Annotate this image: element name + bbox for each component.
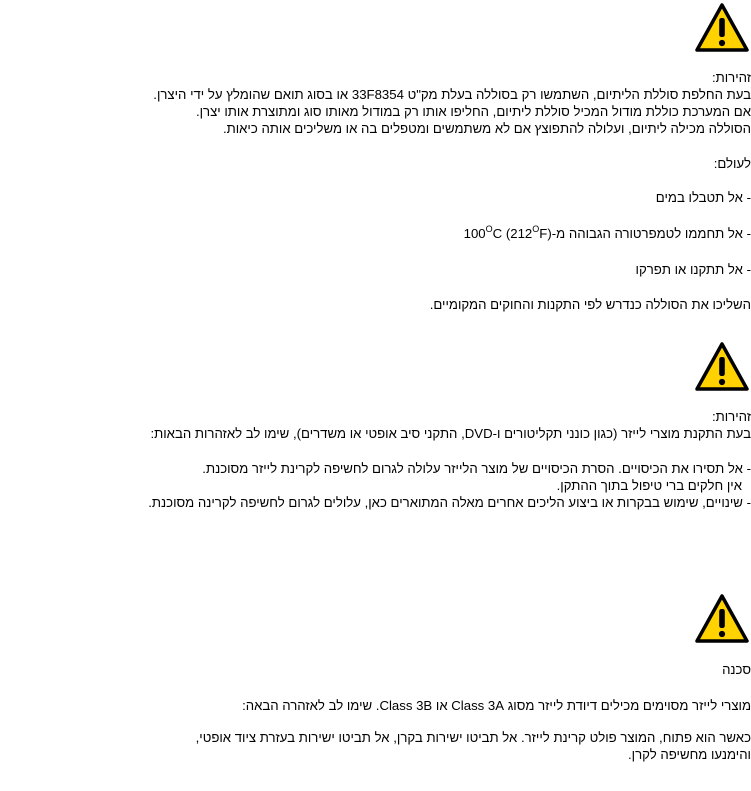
dispose-instruction: השליכו את הסוללה כנדרש לפי התקנות והחוקים המקומיים. [429, 297, 751, 312]
section1-line2: אם המערכת כוללת מודול המכיל סוללת ליתיום, החליפו אותו רק במודול מאותו סוג ומתוצרת אותו יצרן. [195, 104, 751, 119]
section1-heading: זהירות: [711, 70, 751, 85]
unit-fahrenheit: F) [539, 226, 552, 241]
section1-line1: בעת החלפת סוללת הליתיום, השתמשו רק בסוללה בעלת מק"ט 33F8354 או בסוג תואם שהומלץ על ידי היצרן. [153, 87, 751, 102]
never-label: לעולם: [713, 156, 751, 171]
unit-celsius: C [492, 226, 503, 241]
section2-intro: בעת התקנת מוצרי לייזר (כגון כונני תקליטורים ו-DVD, התקני סיב אופטי או משדרים), שימו לב לאזהרות הבאות: [150, 426, 751, 441]
section2-heading: זהירות: [711, 409, 751, 424]
section3-heading: סכנה [722, 662, 751, 677]
never-item-water: - אל תטבלו במים [655, 190, 751, 205]
danger-warning-line1: כאשר הוא פתוח, המוצר פולט קרינת לייזר. אל תביטו ישירות בקרן, אל תביטו ישירות בעזרת ציוד אופטי, [195, 730, 751, 745]
degree-mark: O [485, 224, 493, 234]
section1-line3: הסוללה מכילה ליתיום, ועלולה להתפוצץ אם לא משתמשים ומטפלים בה או משליכים אותה כיאות. [222, 121, 751, 136]
danger-warning-line2: והימנעו מחשיפה לקרן. [627, 747, 751, 762]
temp-celsius: 100 [463, 226, 486, 241]
caution-triangle-icon [694, 341, 750, 393]
laser-item-covers: - אל תסירו את הכיסויים. הסרת הכיסויים של מוצר הלייזר עלולה לגרום לחשיפה לקרינת לייזר מסוכנת. [202, 461, 751, 476]
temp-fahrenheit: (212 [505, 226, 533, 241]
caution-triangle-icon [694, 2, 750, 54]
section3-intro: מוצרי לייזר מסוימים מכילים דיודת לייזר מסוג Class 3A או Class 3B. שימו לב לאזהרה הבאה: [242, 698, 751, 713]
never-item-heat [464, 225, 751, 242]
never-item-repair: - אל תתקנו או תפרקו [635, 262, 751, 277]
laser-item-covers-cont: אין חלקים ברי טיפול בתוך ההתקן. [556, 478, 742, 493]
laser-item-changes: - שינויים, שימוש בבקרות או ביצוע הליכים אחרים מאלה המתוארים כאן, עלולים לגרום לחשיפה לקרינה מסוכנת. [148, 495, 751, 510]
caution-triangle-icon [694, 593, 750, 645]
heat-text: - אל תחממו לטמפרטורה הגבוהה מ- [551, 226, 751, 241]
degree-mark: O [532, 224, 540, 234]
